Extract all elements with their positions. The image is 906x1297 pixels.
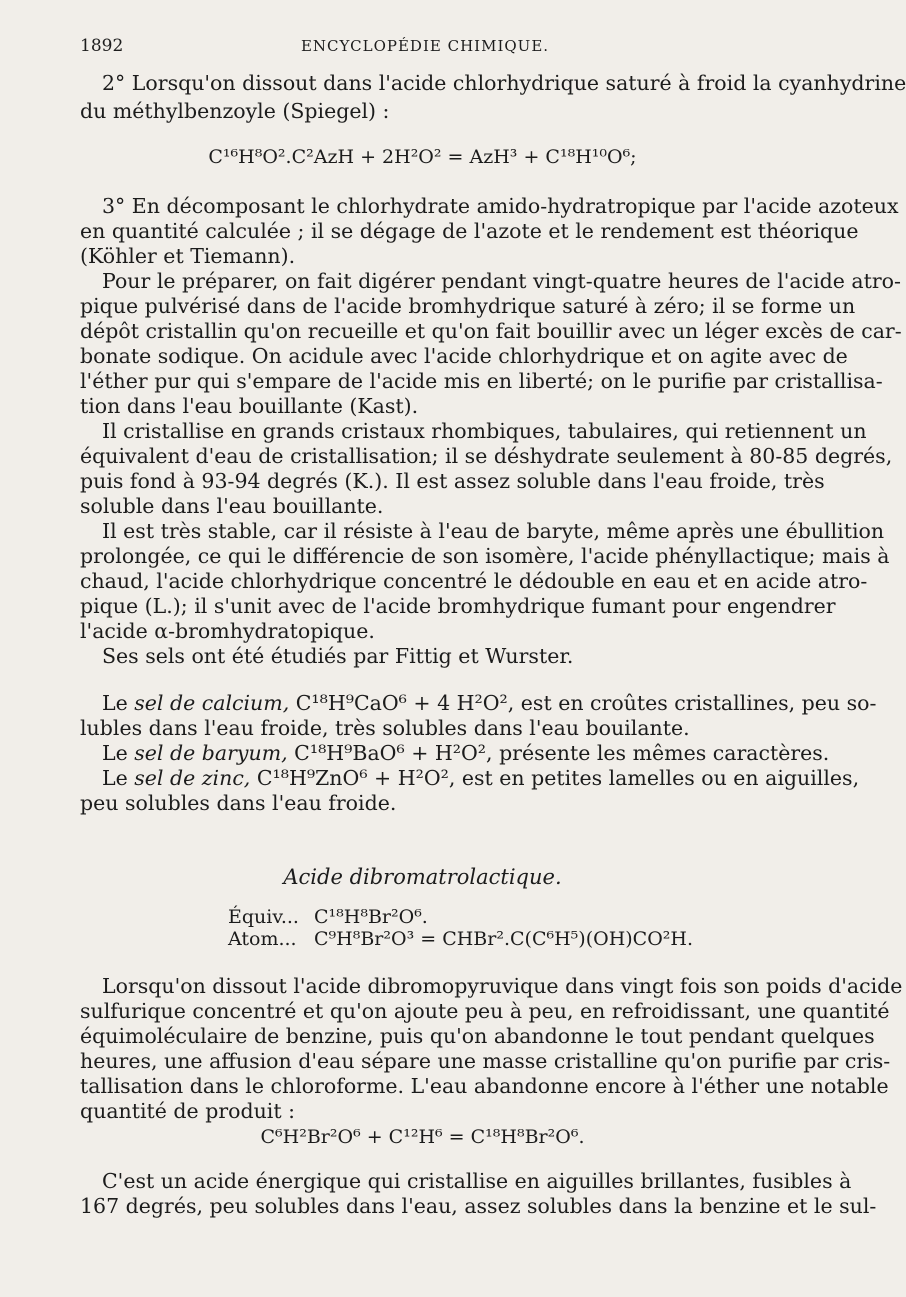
text-line: tion dans l'eau bouillante (Kast). [80, 394, 419, 418]
text-line: l'acide α-bromhydratopique. [80, 619, 375, 643]
atom-formula: C⁹H⁸Br²O³ = CHBr².C(C⁶H⁵)(OH)CO²H. [314, 928, 694, 950]
equiv-formula: C¹⁸H⁸Br²O⁶. [314, 906, 428, 928]
text-line: 2° Lorsqu'on dissout dans l'acide chlorhydrique saturé à froid la cyanhydrine [102, 71, 906, 95]
text-line: du méthylbenzoyle (Spiegel) : [80, 99, 390, 123]
salt-calcium-line: Le sel de calcium, C¹⁸H⁹CaO⁶ + 4 H²O², est en croûtes cristallines, peu so- [102, 691, 877, 715]
text-line: Il cristallise en grands cristaux rhombiques, tabulaires, qui retiennent un [102, 419, 867, 443]
text-line: bonate sodique. On acidule avec l'acide chlorhydrique et on agite avec de [80, 344, 848, 368]
text-line: pique (L.); il s'unit avec de l'acide bromhydrique fumant pour engendrer [80, 594, 836, 618]
text-line: 3° En décomposant le chlorhydrate amido-hydratropique par l'acide azoteux [102, 194, 899, 218]
text-line: puis fond à 93-94 degrés (K.). Il est assez soluble dans l'eau froide, très [80, 469, 825, 493]
text-line: prolongée, ce qui le différencie de son isomère, l'acide phényllactique; mais à [80, 544, 890, 568]
text-line: peu solubles dans l'eau froide. [80, 791, 397, 815]
text-line: Ses sels ont été étudiés par Fittig et Wurster. [102, 644, 574, 668]
text-line: sulfurique concentré et qu'on ajoute peu à peu, en refroidissant, une quantité [80, 999, 890, 1023]
equiv-label: Équiv... [228, 906, 299, 928]
text-line: l'éther pur qui s'empare de l'acide mis en liberté; on le purifie par cristallisa- [80, 369, 883, 393]
text-line: pique pulvérisé dans de l'acide bromhydrique saturé à zéro; il se forme un [80, 294, 856, 318]
salt-name: sel de zinc, [134, 766, 251, 790]
text-line: 167 degrés, peu solubles dans l'eau, assez solubles dans la benzine et le sul- [80, 1194, 877, 1218]
atom-label: Atom... [228, 928, 297, 950]
text-line: équimoléculaire de benzine, puis qu'on abandonne le tout pendant quelques [80, 1024, 875, 1048]
text-line: tallisation dans le chloroforme. L'eau abandonne encore à l'éther une notable [80, 1074, 889, 1098]
salt-name: sel de baryum, [134, 741, 288, 765]
text-line: lubles dans l'eau froide, très solubles dans l'eau bouilante. [80, 716, 690, 740]
page-number: 1892 [80, 36, 124, 56]
text-line: Il est très stable, car il résiste à l'eau de baryte, même après une ébullition [102, 519, 885, 543]
running-title: ENCYCLOPÉDIE CHIMIQUE. [300, 37, 550, 55]
text-line: en quantité calculée ; il se dégage de l'azote et le rendement est théorique [80, 219, 859, 243]
text-line: Lorsqu'on dissout l'acide dibromopyruvique dans vingt fois son poids d'acide [102, 974, 903, 998]
salt-baryum-line: Le sel de baryum, C¹⁸H⁹BaO⁶ + H²O², présente les mêmes caractères. [102, 741, 830, 765]
text-line: dépôt cristallin qu'on recueille et qu'on fait bouillir avec un léger excès de car- [80, 319, 902, 343]
text-line: Pour le préparer, on fait digérer pendant vingt-quatre heures de l'acide atro- [102, 269, 901, 293]
text-line: quantité de produit : [80, 1099, 296, 1123]
text-line: soluble dans l'eau bouillante. [80, 494, 384, 518]
page-header [80, 36, 770, 64]
text-line: C'est un acide énergique qui cristallise en aiguilles brillantes, fusibles à [102, 1169, 852, 1193]
text-line: heures, une affusion d'eau sépare une masse cristalline qu'on purifie par cris- [80, 1049, 891, 1073]
section-title: Acide dibromatrolactique. [283, 865, 562, 889]
salt-name: sel de calcium, [134, 691, 290, 715]
text-line: équivalent d'eau de cristallisation; il se déshydrate seulement à 80-85 degrés, [80, 444, 893, 468]
formula-line: C⁶H²Br²O⁶ + C¹²H⁶ = C¹⁸H⁸Br²O⁶. [260, 1126, 585, 1148]
atom-line [228, 926, 768, 952]
salt-zinc-line: Le sel de zinc, C¹⁸H⁹ZnO⁶ + H²O², est en petites lamelles ou en aiguilles, [102, 766, 860, 790]
text-line: (Köhler et Tiemann). [80, 244, 296, 268]
text-line: chaud, l'acide chlorhydrique concentré le dédouble en eau et en acide atro- [80, 569, 868, 593]
formula-line: C¹⁶H⁸O².C²AzH + 2H²O² = AzH³ + C¹⁸H¹⁰O⁶; [208, 146, 637, 168]
